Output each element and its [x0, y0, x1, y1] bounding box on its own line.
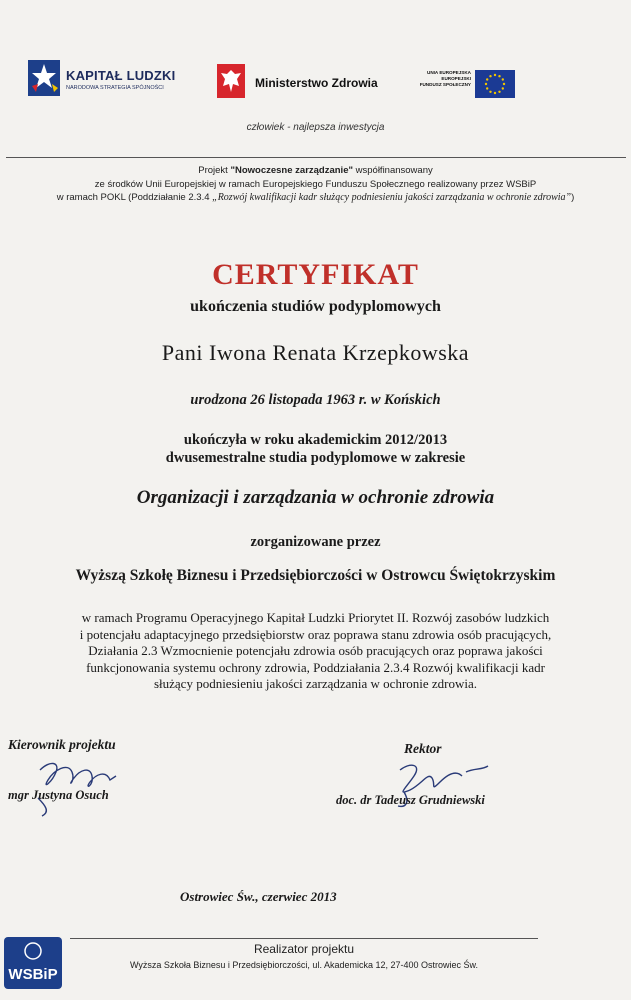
place-and-date: Ostrowiec Św., czerwiec 2013 — [180, 889, 337, 904]
kapital-ludzki-logo — [26, 58, 186, 102]
top-divider — [6, 157, 626, 158]
programme-line4: funkcjonowania systemu ochrony zdrowia, Poddziałania 2.3.4 Rozwój kwalifikacji kadr — [86, 659, 545, 675]
kapital-ludzki-star-icon — [26, 58, 62, 98]
project-name: "Nowoczesne zarządzanie" — [230, 165, 353, 176]
wsbip-logo-text: WSBiP — [8, 966, 58, 983]
project-info — [30, 164, 601, 205]
eu-text — [420, 70, 471, 88]
certificate-subtitle: ukończenia studiów podyplomowych — [190, 298, 441, 315]
eu-text-line2: EUROPEJSKI — [441, 76, 471, 81]
project-manager-role: Kierownik projektu — [8, 737, 116, 752]
project-after-name: współfinansowany — [353, 165, 433, 176]
logo-row — [0, 52, 631, 112]
rector-name: doc. dr Tadeusz Grudniewski — [336, 793, 485, 807]
study-field: Organizacji i zarządzania w ochronie zdrowia — [136, 487, 495, 508]
wsbip-logo-icon — [4, 937, 62, 989]
slogan: człowiek - najlepsza inwestycja — [246, 122, 385, 133]
realizator-address: Wyższa Szkoła Biznesu i Przedsiębiorczości, ul. Akademicka 12, 27-400 Ostrowiec Św. — [129, 960, 479, 970]
certificate-title: CERTYFIKAT — [212, 258, 419, 291]
completion-line1: ukończyła w roku akademickim 2012/2013 — [183, 432, 448, 448]
programme-text — [6, 610, 625, 693]
project-manager-signature — [20, 750, 130, 820]
project-manager-name: mgr Justyna Osuch — [8, 788, 109, 802]
project-line3-italic: „Rozwój kwalifikacji kadr służący podniesieniu jakości zarządzania w ochronie zdrowia” — [212, 192, 572, 203]
project-line3-suffix: ) — [571, 192, 575, 203]
kapital-ludzki-subtitle: NARODOWA STRATEGIA SPÓJNOŚCI — [66, 85, 164, 91]
ministry-title: Ministerstwo Zdrowia — [255, 76, 378, 90]
recipient-name: Pani Iwona Renata Krzepkowska — [161, 340, 470, 365]
programme-line5: służący podniesieniu jakości zarządzania w ochronie zdrowia. — [153, 676, 478, 691]
bottom-divider — [70, 938, 538, 939]
birth-info: urodzona 26 listopada 1963 r. w Końskich — [190, 392, 441, 408]
school-name: Wyższą Szkołę Biznesu i Przedsiębiorczości w Ostrowcu Świętokrzyskim — [75, 567, 556, 584]
rector-role: Rektor — [404, 741, 442, 756]
completion-line2: dwusemestralne studia podyplomowe w zakresie — [165, 450, 466, 466]
project-line2: ze środków Unii Europejskiej w ramach Europejskiego Funduszu Społecznego realizowany przez WSBiP — [94, 178, 537, 190]
programme-line1: w ramach Programu Operacyjnego Kapitał Ludzki Priorytet II. Rozwój zasobów ludzkich — [81, 610, 550, 625]
eu-logo — [413, 68, 523, 98]
project-line3 — [30, 191, 601, 205]
eu-text-line1: UNIA EUROPEJSKA — [427, 70, 471, 75]
project-prefix: Projekt — [198, 165, 231, 176]
ministry-logo — [217, 64, 377, 100]
project-line3-prefix: w ramach POKL (Poddziałanie 2.3.4 — [56, 192, 213, 203]
programme-line3: Działania 2.3 Wzmocnienie potencjału zdrowia osób pracujących oraz poprawa jakości — [88, 643, 543, 658]
kapital-ludzki-title: KAPITAŁ LUDZKI — [66, 68, 176, 83]
completion-info — [0, 431, 631, 467]
polish-eagle-icon — [217, 64, 245, 98]
organized-by: zorganizowane przez — [250, 534, 381, 550]
programme-line2: i potencjału adaptacyjnego przedsiębiorstw oraz poprawa stanu zdrowia osób pracujących, — [79, 626, 552, 642]
project-line1 — [30, 164, 601, 178]
realizator-title: Realizator projektu — [253, 942, 355, 956]
eu-flag-icon — [475, 70, 515, 98]
eu-text-line3: FUNDUSZ SPOŁECZNY — [419, 82, 471, 87]
